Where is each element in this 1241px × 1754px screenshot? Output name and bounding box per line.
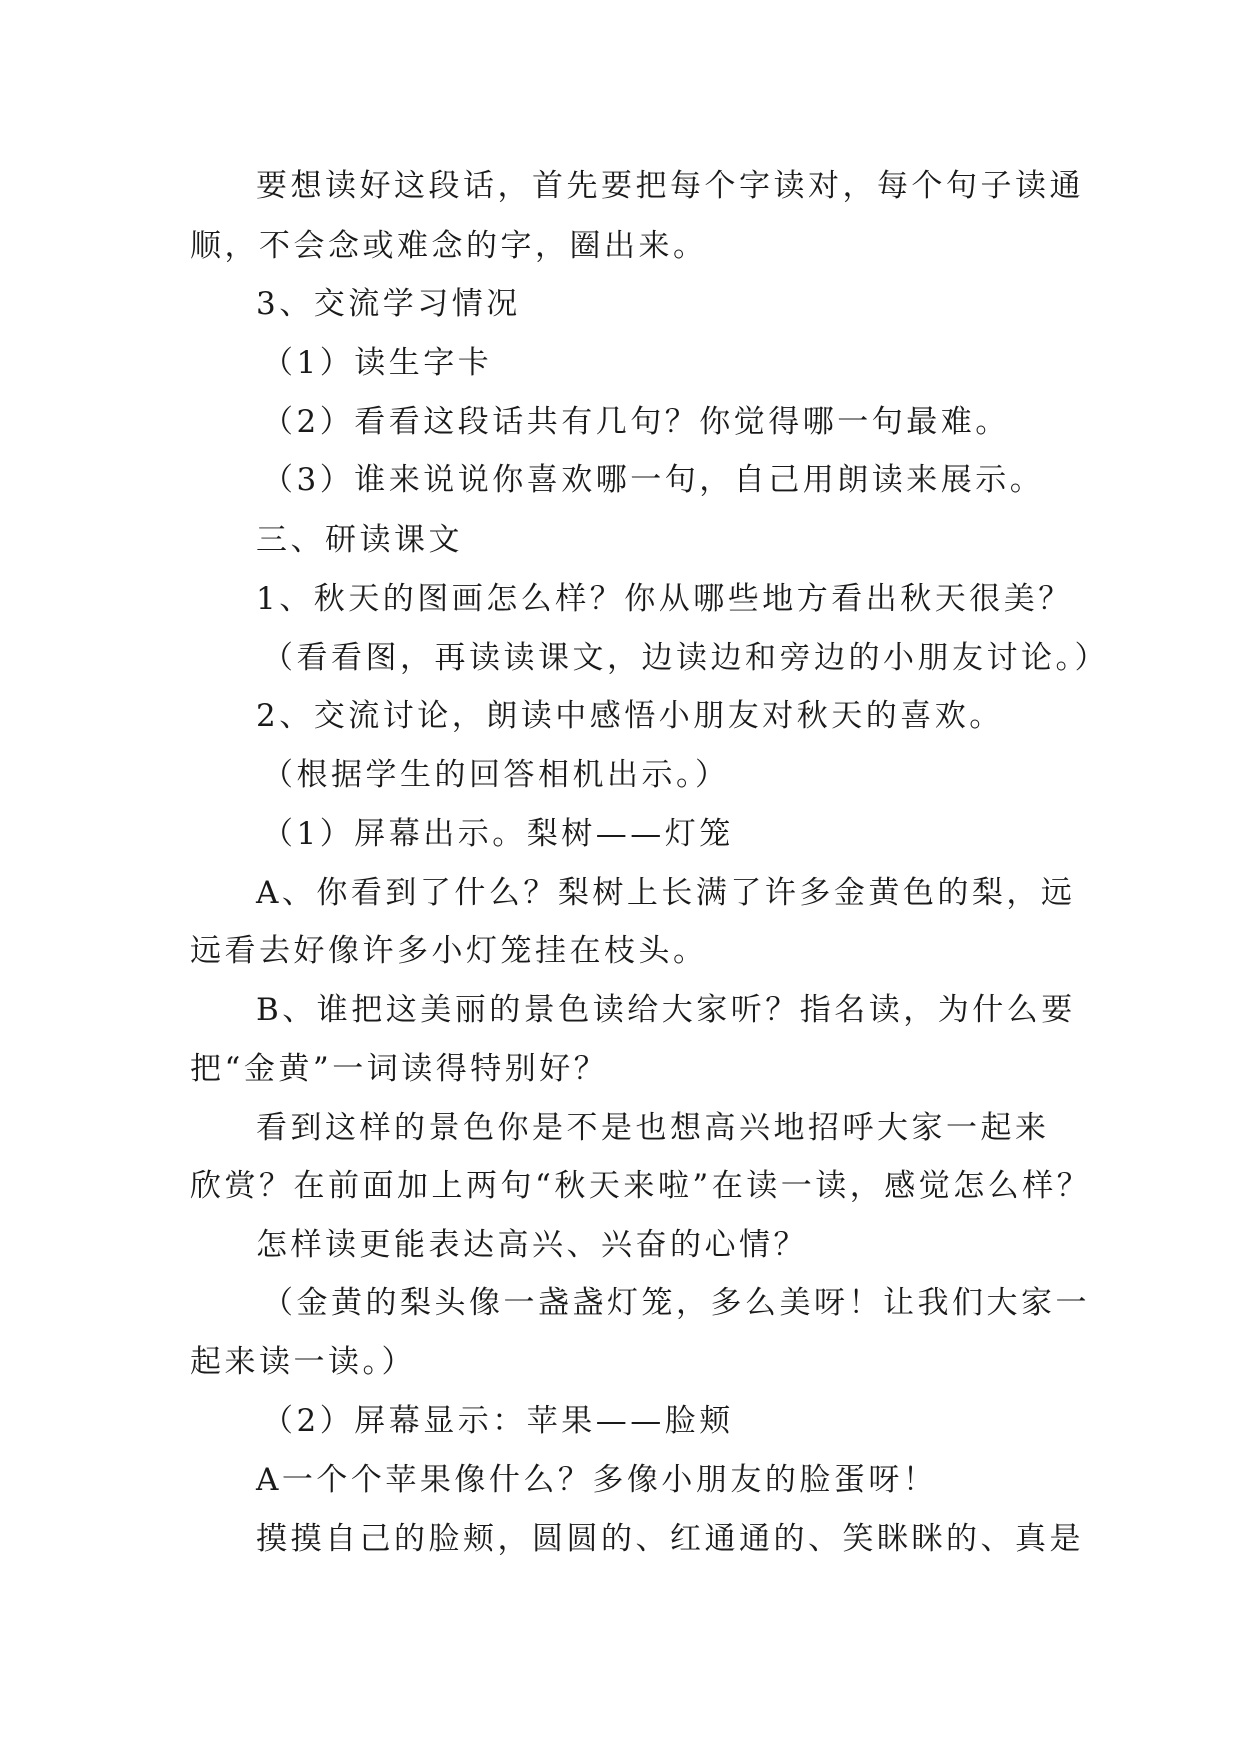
paragraph-line: A、你看到了什么？梨树上长满了许多金黄色的梨，远 [256, 875, 1076, 911]
paragraph-line: 远看去好像许多小灯笼挂在枝头。 [190, 933, 708, 969]
paragraph-line: 2、交流讨论，朗读中感悟小朋友对秋天的喜欢。 [256, 698, 1004, 734]
paragraph-line: 摸摸自己的脸颊，圆圆的、红通通的、笑眯眯的、真是 [256, 1521, 1084, 1557]
paragraph-line: 看到这样的景色你是不是也想高兴地招呼大家一起来 [256, 1110, 1050, 1146]
paragraph-line: 起来读一读。） [190, 1344, 416, 1380]
paragraph-line: （根据学生的回答相机出示。） [262, 757, 730, 793]
paragraph-line: 要想读好这段话，首先要把每个字读对，每个句子读通 [256, 168, 1084, 204]
list-item: （3）谁来说说你喜欢哪一句，自己用朗读来展示。 [262, 462, 1045, 498]
paragraph-line: （金黄的梨头像一盏盏灯笼，多么美呀！让我们大家一 [262, 1285, 1090, 1321]
paragraph-line: 欣赏？在前面加上两句“秋天来啦”在读一读，感觉怎么样？ [190, 1168, 1092, 1204]
list-item: （2）屏幕显示：苹果——脸颊 [262, 1403, 734, 1439]
paragraph-line: B、谁把这美丽的景色读给大家听？指名读，为什么要 [256, 992, 1076, 1028]
section-heading: 三、研读课文 [256, 522, 463, 558]
paragraph-line: 1、秋天的图画怎么样？你从哪些地方看出秋天很美？ [256, 581, 1073, 617]
section-heading: 3、交流学习情况 [256, 286, 521, 322]
paragraph-line: 顺，不会念或难念的字，圈出来。 [190, 228, 708, 264]
list-item: （2）看看这段话共有几句？你觉得哪一句最难。 [262, 404, 1010, 440]
paragraph-line: 怎样读更能表达高兴、兴奋的心情？ [256, 1227, 808, 1263]
list-item: （1）读生字卡 [262, 345, 493, 381]
list-item: （1）屏幕出示。梨树——灯笼 [262, 816, 734, 852]
paragraph-line: A一个个苹果像什么？多像小朋友的脸蛋呀！ [256, 1462, 938, 1498]
paragraph-line: （看看图，再读读课文，边读边和旁边的小朋友讨论。） [262, 640, 1109, 676]
paragraph-line: 把“金黄”一词读得特别好？ [190, 1051, 609, 1087]
